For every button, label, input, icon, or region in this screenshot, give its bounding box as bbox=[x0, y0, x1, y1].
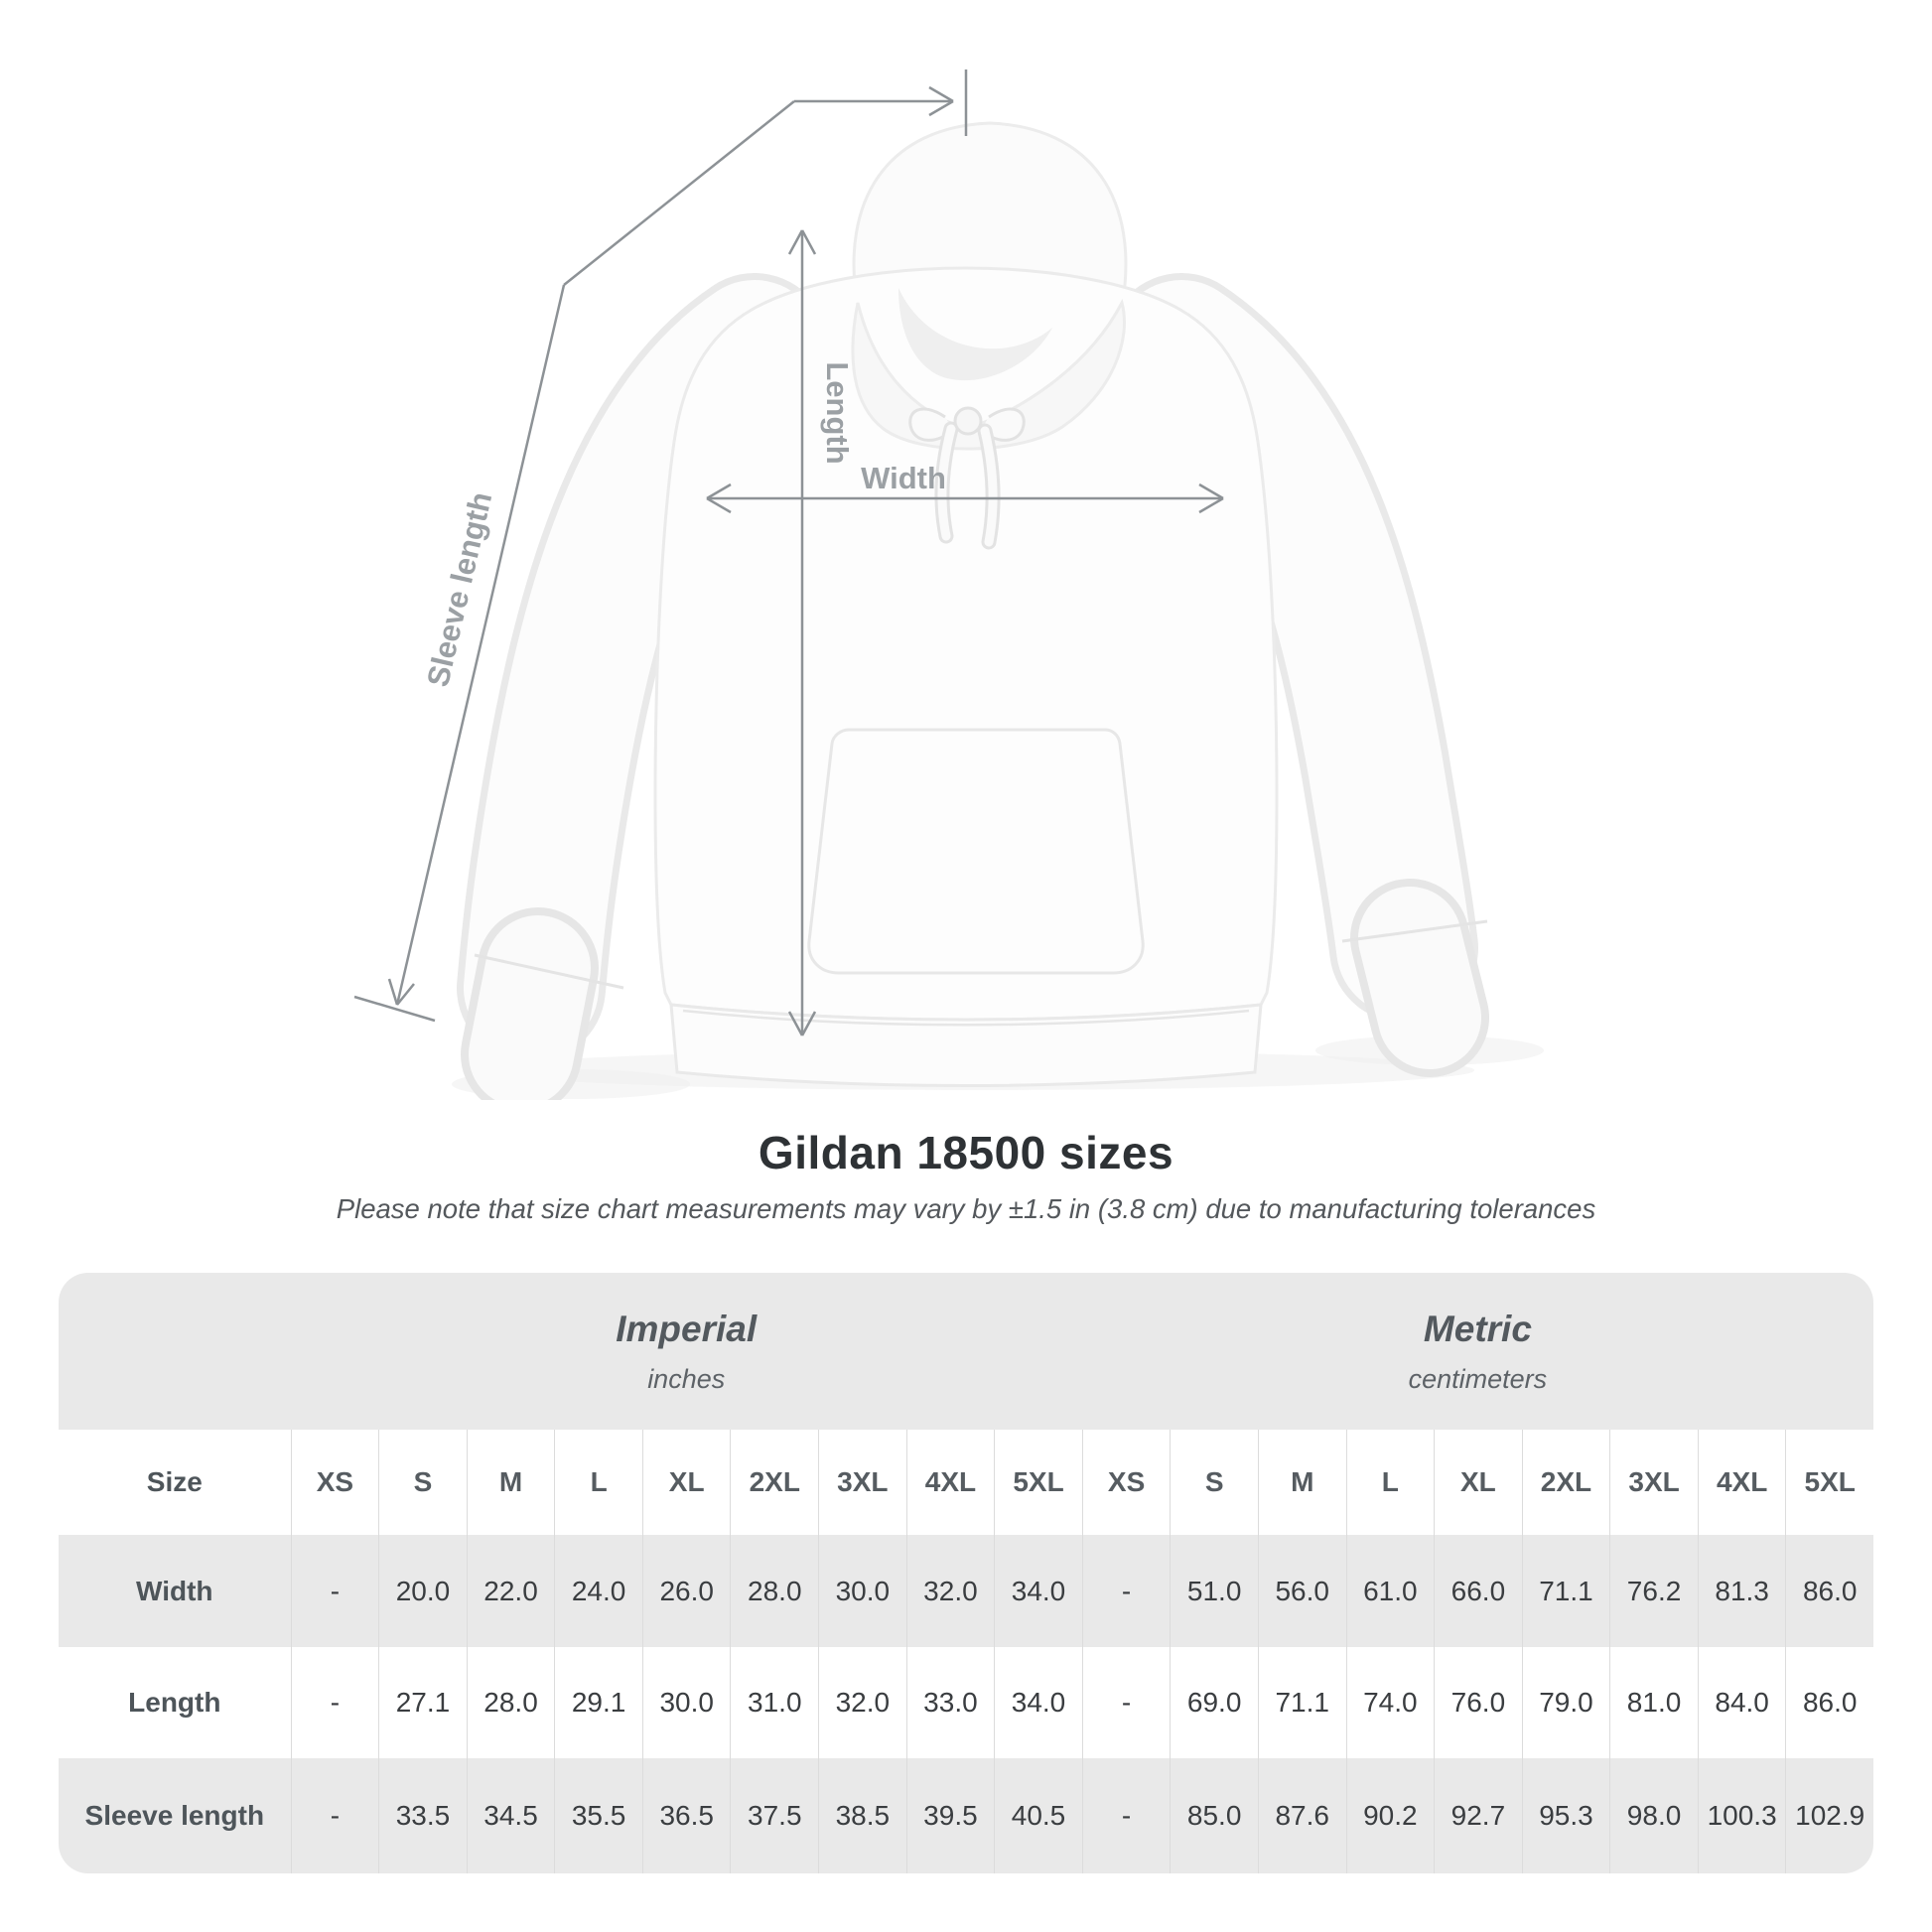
imperial-group-header bbox=[291, 1309, 1082, 1395]
imperial-size-header: S bbox=[378, 1430, 467, 1535]
metric-group-header bbox=[1082, 1309, 1873, 1395]
metric-value-cell: 51.0 bbox=[1170, 1535, 1258, 1647]
imperial-value-cell: - bbox=[291, 1535, 379, 1647]
metric-value-cell: 95.3 bbox=[1522, 1758, 1610, 1873]
imperial-value-cell: 30.0 bbox=[642, 1647, 731, 1758]
metric-unit-label: centimeters bbox=[1408, 1363, 1548, 1394]
page-title: Gildan 18500 sizes bbox=[758, 1127, 1174, 1178]
metric-label: Metric bbox=[1423, 1308, 1532, 1349]
size-chart-table bbox=[59, 1273, 1873, 1873]
imperial-value-cell: 28.0 bbox=[730, 1535, 818, 1647]
metric-size-header: XS bbox=[1082, 1430, 1171, 1535]
imperial-value-cell: 37.5 bbox=[730, 1758, 818, 1873]
metric-value-cell: 100.3 bbox=[1698, 1758, 1786, 1873]
metric-value-cell: 74.0 bbox=[1346, 1647, 1435, 1758]
imperial-value-cell: 35.5 bbox=[554, 1758, 642, 1873]
metric-value-cell: 85.0 bbox=[1170, 1758, 1258, 1873]
size-grid bbox=[59, 1430, 1873, 1873]
metric-value-cell: 71.1 bbox=[1258, 1647, 1346, 1758]
imperial-value-cell: 34.0 bbox=[994, 1647, 1082, 1758]
metric-value-cell: 69.0 bbox=[1170, 1647, 1258, 1758]
metric-value-cell: 76.0 bbox=[1434, 1647, 1522, 1758]
metric-value-cell: 92.7 bbox=[1434, 1758, 1522, 1873]
metric-size-header: S bbox=[1170, 1430, 1258, 1535]
imperial-size-header: L bbox=[554, 1430, 642, 1535]
metric-size-header: 3XL bbox=[1609, 1430, 1698, 1535]
metric-value-cell: 84.0 bbox=[1698, 1647, 1786, 1758]
imperial-value-cell: 32.0 bbox=[818, 1647, 906, 1758]
metric-value-cell: - bbox=[1082, 1535, 1171, 1647]
tolerance-note: Please note that size chart measurements may vary by ±1.5 in (3.8 cm) due to manufacturing tolerances bbox=[336, 1193, 1596, 1224]
imperial-value-cell: 22.0 bbox=[467, 1535, 555, 1647]
sleeve-length-label: Sleeve length bbox=[420, 488, 499, 690]
imperial-value-cell: - bbox=[291, 1758, 379, 1873]
row-label: Sleeve length bbox=[59, 1758, 291, 1873]
metric-size-header: L bbox=[1346, 1430, 1435, 1535]
imperial-value-cell: 27.1 bbox=[378, 1647, 467, 1758]
width-label: Width bbox=[861, 461, 946, 495]
row-label: Width bbox=[59, 1535, 291, 1647]
imperial-size-header: XS bbox=[291, 1430, 379, 1535]
metric-value-cell: 61.0 bbox=[1346, 1535, 1435, 1647]
metric-value-cell: 79.0 bbox=[1522, 1647, 1610, 1758]
imperial-value-cell: 33.5 bbox=[378, 1758, 467, 1873]
imperial-value-cell: 28.0 bbox=[467, 1647, 555, 1758]
imperial-value-cell: 24.0 bbox=[554, 1535, 642, 1647]
metric-size-header: 2XL bbox=[1522, 1430, 1610, 1535]
imperial-size-header: XL bbox=[642, 1430, 731, 1535]
imperial-value-cell: - bbox=[291, 1647, 379, 1758]
imperial-value-cell: 33.0 bbox=[906, 1647, 995, 1758]
metric-value-cell: 76.2 bbox=[1609, 1535, 1698, 1647]
metric-value-cell: 66.0 bbox=[1434, 1535, 1522, 1647]
metric-size-header: XL bbox=[1434, 1430, 1522, 1535]
imperial-label: Imperial bbox=[616, 1308, 758, 1349]
length-label: Length bbox=[820, 361, 855, 465]
metric-value-cell: - bbox=[1082, 1758, 1171, 1873]
imperial-value-cell: 32.0 bbox=[906, 1535, 995, 1647]
imperial-size-header: 5XL bbox=[994, 1430, 1082, 1535]
imperial-size-header: M bbox=[467, 1430, 555, 1535]
imperial-unit-label: inches bbox=[647, 1363, 726, 1394]
metric-size-header: 5XL bbox=[1785, 1430, 1873, 1535]
metric-value-cell: 102.9 bbox=[1785, 1758, 1873, 1873]
metric-size-header: M bbox=[1258, 1430, 1346, 1535]
imperial-value-cell: 31.0 bbox=[730, 1647, 818, 1758]
imperial-size-header: 2XL bbox=[730, 1430, 818, 1535]
metric-value-cell: 71.1 bbox=[1522, 1535, 1610, 1647]
metric-value-cell: 98.0 bbox=[1609, 1758, 1698, 1873]
imperial-value-cell: 26.0 bbox=[642, 1535, 731, 1647]
title-block bbox=[0, 1126, 1932, 1225]
metric-value-cell: 87.6 bbox=[1258, 1758, 1346, 1873]
row-label: Length bbox=[59, 1647, 291, 1758]
imperial-value-cell: 20.0 bbox=[378, 1535, 467, 1647]
metric-size-header: 4XL bbox=[1698, 1430, 1786, 1535]
imperial-value-cell: 38.5 bbox=[818, 1758, 906, 1873]
imperial-value-cell: 29.1 bbox=[554, 1647, 642, 1758]
metric-value-cell: 86.0 bbox=[1785, 1647, 1873, 1758]
metric-value-cell: 81.3 bbox=[1698, 1535, 1786, 1647]
imperial-value-cell: 36.5 bbox=[642, 1758, 731, 1873]
metric-value-cell: 56.0 bbox=[1258, 1535, 1346, 1647]
size-corner-label: Size bbox=[59, 1430, 291, 1535]
imperial-value-cell: 40.5 bbox=[994, 1758, 1082, 1873]
imperial-size-header: 3XL bbox=[818, 1430, 906, 1535]
imperial-value-cell: 39.5 bbox=[906, 1758, 995, 1873]
imperial-value-cell: 30.0 bbox=[818, 1535, 906, 1647]
unit-header-band bbox=[59, 1273, 1873, 1430]
metric-value-cell: 81.0 bbox=[1609, 1647, 1698, 1758]
metric-value-cell: 86.0 bbox=[1785, 1535, 1873, 1647]
imperial-size-header: 4XL bbox=[906, 1430, 995, 1535]
imperial-value-cell: 34.0 bbox=[994, 1535, 1082, 1647]
metric-value-cell: 90.2 bbox=[1346, 1758, 1435, 1873]
metric-value-cell: - bbox=[1082, 1647, 1171, 1758]
kangaroo-pocket bbox=[809, 730, 1143, 973]
imperial-value-cell: 34.5 bbox=[467, 1758, 555, 1873]
